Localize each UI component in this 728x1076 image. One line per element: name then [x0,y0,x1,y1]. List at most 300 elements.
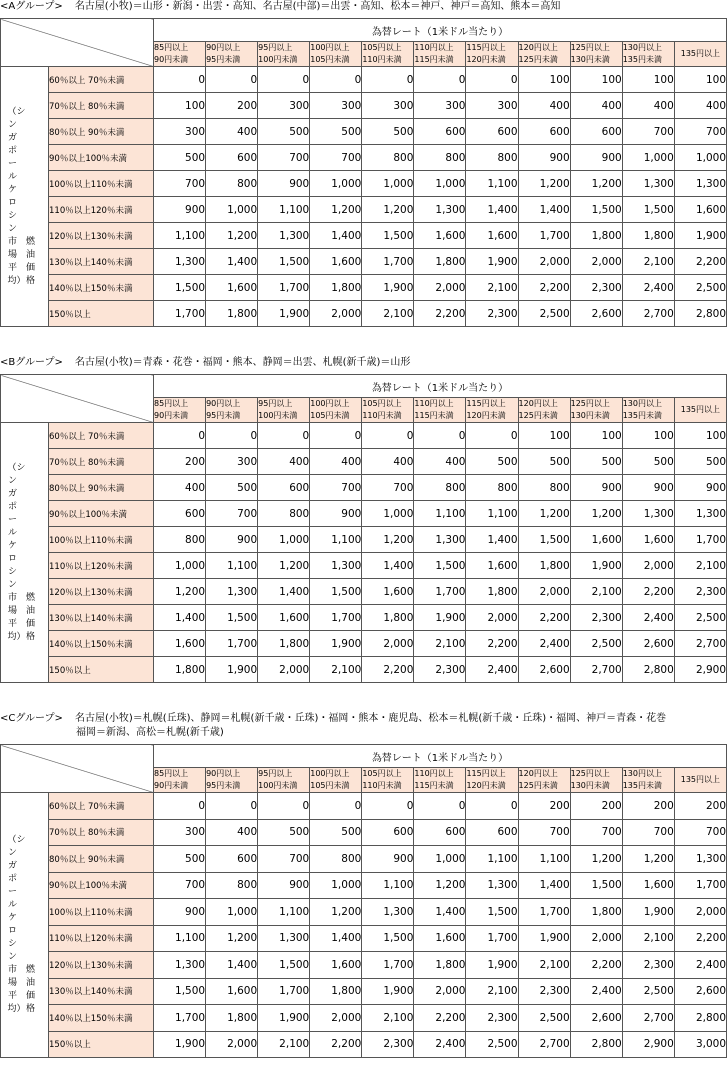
surcharge-cell: 1,200 [362,527,414,553]
rate-range-header [414,398,466,423]
surcharge-cell: 2,700 [518,1031,570,1058]
surcharge-cell: 1,700 [362,249,414,275]
rate-range-line: 105円以上 [362,769,402,778]
surcharge-cell: 900 [674,475,726,501]
surcharge-cell: 1,900 [570,553,622,579]
rate-range-line: 90円未満 [154,55,189,64]
surcharge-cell: 2,000 [570,925,622,952]
rate-title: 為替レート（1米ドル当たり） [154,745,727,768]
surcharge-cell: 300 [154,819,206,846]
surcharge-cell: 1,200 [570,846,622,873]
fuel-range-label: 150％以上 [49,657,154,683]
surcharge-cell: 600 [570,119,622,145]
surcharge-cell: 400 [310,449,362,475]
surcharge-cell: 2,000 [258,657,310,683]
surcharge-cell: 1,600 [466,223,518,249]
kerosene-market-label: （シンガポールケロシン市場平均） [7,462,26,642]
surcharge-cell: 700 [258,145,310,171]
surcharge-cell: 3,000 [674,1031,726,1058]
surcharge-cell: 0 [362,67,414,93]
surcharge-cell: 2,200 [622,579,674,605]
rate-range-line: 115円以上 [466,769,506,778]
surcharge-cell: 100 [518,67,570,93]
surcharge-cell: 200 [518,793,570,820]
group-header: <Cグループ> [0,713,63,724]
fuel-range-label: 100％以上110％未満 [49,899,154,926]
surcharge-cell: 0 [414,793,466,820]
surcharge-cell: 1,200 [622,846,674,873]
surcharge-cell: 2,300 [518,978,570,1005]
rate-range-header [310,42,362,67]
rate-range-line: 100円以上 [310,43,350,52]
surcharge-cell: 2,700 [570,657,622,683]
rate-range-header [518,42,570,67]
surcharge-cell: 2,000 [310,1005,362,1032]
table-row [1,301,727,327]
surcharge-cell: 1,900 [206,657,258,683]
surcharge-cell: 1,700 [518,223,570,249]
surcharge-cell: 900 [206,527,258,553]
surcharge-cell: 1,800 [518,553,570,579]
surcharge-cell: 1,000 [362,171,414,197]
surcharge-cell: 2,200 [518,275,570,301]
rate-range-header [674,398,726,423]
surcharge-cell: 800 [362,145,414,171]
rate-title-row [1,375,727,398]
surcharge-cell: 1,400 [310,223,362,249]
rate-range-line: 90円以上 [206,399,241,408]
surcharge-cell: 1,300 [466,872,518,899]
surcharge-cell: 1,900 [466,249,518,275]
fare-table [0,18,727,327]
rate-range-header [570,42,622,67]
surcharge-cell: 400 [518,93,570,119]
fuel-range-label: 60％以上 70％未満 [49,793,154,820]
rate-range-line: 115円以上 [466,399,506,408]
surcharge-cell: 1,500 [362,223,414,249]
surcharge-cell: 0 [258,793,310,820]
surcharge-cell: 900 [362,846,414,873]
surcharge-cell: 1,900 [518,925,570,952]
rate-range-header [622,398,674,423]
surcharge-cell: 1,300 [674,171,726,197]
surcharge-cell: 0 [466,67,518,93]
surcharge-cell: 2,300 [466,301,518,327]
surcharge-cell: 1,400 [206,952,258,979]
fare-table [0,744,727,1058]
table-row [1,197,727,223]
rate-range-line: 110円以上 [414,399,454,408]
surcharge-cell: 2,100 [310,657,362,683]
table-row [1,145,727,171]
surcharge-cell: 2,500 [622,978,674,1005]
surcharge-cell: 2,300 [622,952,674,979]
surcharge-cell: 2,800 [570,1031,622,1058]
table-row [1,846,727,873]
rate-range-line: 130円以上 [622,43,662,52]
surcharge-cell: 100 [570,67,622,93]
surcharge-cell: 1,900 [674,223,726,249]
rate-range-line: 135円未満 [622,781,662,790]
surcharge-cell: 300 [206,449,258,475]
surcharge-cell: 200 [622,793,674,820]
surcharge-cell: 1,500 [258,249,310,275]
fuel-range-label: 150％以上 [49,1031,154,1058]
rate-range-header [206,398,258,423]
table-row [1,579,727,605]
rate-range-line: 85円以上 [154,399,189,408]
fuel-range-label: 140％以上150％未満 [49,275,154,301]
table-row [1,93,727,119]
fuel-range-label: 130％以上140％未満 [49,605,154,631]
rate-range-line: 115円未満 [414,781,454,790]
surcharge-cell: 800 [310,846,362,873]
surcharge-cell: 600 [206,846,258,873]
surcharge-cell: 1,600 [310,249,362,275]
table-row [1,501,727,527]
group-header: <Bグループ> [0,357,63,368]
surcharge-cell: 1,100 [466,846,518,873]
surcharge-cell: 2,900 [674,657,726,683]
rate-range-line: 115円未満 [414,55,454,64]
surcharge-cell: 1,800 [622,223,674,249]
surcharge-cell: 1,500 [258,952,310,979]
fuel-range-label: 60％以上 70％未満 [49,423,154,449]
surcharge-cell: 1,900 [362,275,414,301]
surcharge-cell: 0 [362,793,414,820]
table-row [1,1005,727,1032]
surcharge-cell: 800 [206,171,258,197]
surcharge-cell: 2,800 [674,1005,726,1032]
surcharge-cell: 1,900 [414,605,466,631]
surcharge-cell: 1,300 [674,501,726,527]
fuel-price-side-label [1,793,49,1058]
surcharge-cell: 600 [414,819,466,846]
surcharge-cell: 2,100 [414,631,466,657]
surcharge-cell: 1,500 [154,978,206,1005]
rate-range-line: 90円未満 [154,411,189,420]
surcharge-cell: 2,000 [674,899,726,926]
surcharge-cell: 2,100 [466,978,518,1005]
surcharge-cell: 1,300 [414,527,466,553]
surcharge-cell: 1,500 [622,197,674,223]
fuel-price-label: 燃油価格 [25,965,35,1014]
rate-range-line: 120円以上 [518,769,558,778]
fuel-range-label: 90％以上100％未満 [49,145,154,171]
surcharge-cell: 2,700 [622,1005,674,1032]
fuel-range-label: 70％以上 80％未満 [49,819,154,846]
rate-range-line: 115円以上 [466,43,506,52]
surcharge-cell: 300 [258,93,310,119]
rate-range-header [414,42,466,67]
surcharge-cell: 600 [466,819,518,846]
fuel-range-label: 90％以上100％未満 [49,501,154,527]
surcharge-cell: 1,300 [674,846,726,873]
fuel-range-label: 120％以上130％未満 [49,223,154,249]
surcharge-cell: 2,500 [518,1005,570,1032]
surcharge-cell: 2,400 [466,657,518,683]
surcharge-cell: 2,000 [414,978,466,1005]
rate-range-line: 95円以上 [258,43,293,52]
rate-range-line: 110円未満 [362,55,402,64]
rate-range-header [310,768,362,793]
surcharge-cell: 1,600 [362,579,414,605]
rate-range-header [622,768,674,793]
surcharge-cell: 1,800 [570,899,622,926]
rate-range-line: 95円未満 [206,55,241,64]
table-row [1,925,727,952]
surcharge-cell: 1,900 [310,631,362,657]
table-row [1,275,727,301]
rate-range-line: 120円以上 [518,43,558,52]
rate-range-line: 100円以上 [310,399,350,408]
surcharge-cell: 1,300 [154,249,206,275]
surcharge-cell: 2,200 [362,657,414,683]
rate-range-header [622,42,674,67]
surcharge-cell: 1,900 [154,1031,206,1058]
surcharge-cell: 1,700 [362,952,414,979]
rate-range-line: 125円以上 [570,769,610,778]
surcharge-cell: 2,200 [518,605,570,631]
surcharge-cell: 2,300 [570,605,622,631]
surcharge-cell: 1,100 [362,872,414,899]
surcharge-cell: 2,100 [362,1005,414,1032]
surcharge-cell: 2,800 [674,301,726,327]
surcharge-cell: 1,000 [414,846,466,873]
surcharge-cell: 1,400 [206,249,258,275]
surcharge-cell: 2,400 [622,275,674,301]
surcharge-cell: 2,200 [674,925,726,952]
surcharge-cell: 1,100 [414,501,466,527]
surcharge-cell: 2,500 [570,631,622,657]
surcharge-cell: 0 [206,423,258,449]
fuel-range-label: 140％以上150％未満 [49,631,154,657]
group-header: <Aグループ> [0,1,63,12]
surcharge-cell: 700 [310,475,362,501]
surcharge-cell: 1,000 [310,872,362,899]
surcharge-cell: 2,600 [570,301,622,327]
surcharge-cell: 1,800 [206,1005,258,1032]
surcharge-cell: 400 [674,93,726,119]
corner-cell [1,19,154,67]
surcharge-cell: 1,200 [570,171,622,197]
surcharge-cell: 1,800 [310,978,362,1005]
rate-range-header [466,768,518,793]
rate-range-line: 95円以上 [258,769,293,778]
fuel-range-label: 140％以上150％未満 [49,1005,154,1032]
surcharge-cell: 100 [622,423,674,449]
surcharge-cell: 0 [362,423,414,449]
fuel-range-label: 70％以上 80％未満 [49,449,154,475]
rate-range-header [258,398,310,423]
surcharge-cell: 2,600 [570,1005,622,1032]
surcharge-cell: 700 [206,501,258,527]
rate-title: 為替レート（1米ドル当たり） [154,19,727,42]
surcharge-cell: 0 [154,67,206,93]
surcharge-cell: 800 [466,145,518,171]
rate-range-line: 120円以上 [518,399,558,408]
surcharge-cell: 500 [518,449,570,475]
rate-range-header [206,768,258,793]
surcharge-cell: 2,100 [518,952,570,979]
surcharge-cell: 0 [414,423,466,449]
rate-range-line: 100円未満 [258,781,298,790]
surcharge-cell: 200 [570,793,622,820]
surcharge-cell: 2,200 [674,249,726,275]
surcharge-cell: 1,500 [154,275,206,301]
surcharge-cell: 1,000 [258,527,310,553]
surcharge-cell: 400 [414,449,466,475]
surcharge-cell: 1,400 [518,197,570,223]
rate-range-header [466,398,518,423]
surcharge-cell: 1,800 [154,657,206,683]
rate-range-header [414,768,466,793]
fuel-range-label: 110％以上120％未満 [49,925,154,952]
surcharge-cell: 900 [258,872,310,899]
surcharge-cell: 600 [518,119,570,145]
surcharge-cell: 2,000 [206,1031,258,1058]
fuel-range-label: 120％以上130％未満 [49,579,154,605]
surcharge-cell: 900 [570,475,622,501]
surcharge-cell: 800 [414,475,466,501]
rate-range-line: 110円未満 [362,411,402,420]
surcharge-cell: 1,500 [466,899,518,926]
table-row [1,793,727,820]
surcharge-cell: 1,900 [362,978,414,1005]
surcharge-cell: 200 [206,93,258,119]
surcharge-cell: 0 [466,423,518,449]
surcharge-cell: 2,200 [414,301,466,327]
surcharge-cell: 1,600 [466,553,518,579]
surcharge-cell: 1,200 [570,501,622,527]
surcharge-cell: 700 [362,475,414,501]
surcharge-cell: 1,600 [622,872,674,899]
surcharge-cell: 1,100 [154,925,206,952]
surcharge-cell: 1,000 [622,145,674,171]
surcharge-cell: 500 [466,449,518,475]
surcharge-cell: 100 [154,93,206,119]
surcharge-cell: 500 [258,119,310,145]
rate-range-line: 85円以上 [154,769,189,778]
surcharge-cell: 1,400 [518,872,570,899]
surcharge-cell: 2,700 [674,631,726,657]
rate-range-line: 120円未満 [466,781,506,790]
surcharge-cell: 900 [310,501,362,527]
surcharge-cell: 1,600 [206,978,258,1005]
surcharge-cell: 700 [154,171,206,197]
rate-range-line: 100円以上 [310,769,350,778]
surcharge-cell: 1,800 [362,605,414,631]
table-row [1,819,727,846]
surcharge-cell: 1,500 [414,553,466,579]
table-row [1,423,727,449]
surcharge-cell: 1,500 [310,579,362,605]
surcharge-cell: 800 [154,527,206,553]
table-row [1,67,727,93]
rate-range-line: 110円未満 [362,781,402,790]
surcharge-cell: 600 [362,819,414,846]
fuel-range-label: 120％以上130％未満 [49,952,154,979]
fuel-range-label: 90％以上100％未満 [49,872,154,899]
surcharge-cell: 2,500 [518,301,570,327]
kerosene-market-label: （シンガポールケロシン市場平均） [7,835,26,1014]
surcharge-cell: 1,900 [258,301,310,327]
surcharge-cell: 300 [414,93,466,119]
rate-title-row [1,745,727,768]
surcharge-cell: 2,100 [622,249,674,275]
surcharge-cell: 700 [518,819,570,846]
fuel-price-side-label [1,67,49,327]
surcharge-cell: 2,100 [674,553,726,579]
surcharge-cell: 1,200 [206,925,258,952]
surcharge-cell: 900 [622,475,674,501]
surcharge-cell: 700 [622,819,674,846]
surcharge-cell: 1,400 [414,899,466,926]
surcharge-cell: 1,000 [362,501,414,527]
table-row [1,657,727,683]
surcharge-cell: 0 [206,67,258,93]
group-c-title [0,712,728,726]
rate-range-line: 115円未満 [414,411,454,420]
fuel-range-label: 80％以上 90％未満 [49,475,154,501]
surcharge-cell: 100 [674,423,726,449]
surcharge-cell: 1,900 [258,1005,310,1032]
surcharge-cell: 800 [518,475,570,501]
table-row [1,952,727,979]
surcharge-cell: 1,100 [258,197,310,223]
surcharge-cell: 1,700 [310,605,362,631]
surcharge-cell: 1,500 [570,197,622,223]
table-row [1,899,727,926]
surcharge-cell: 2,100 [362,301,414,327]
rate-range-line: 120円未満 [466,411,506,420]
surcharge-cell: 2,500 [466,1031,518,1058]
surcharge-cell: 1,800 [310,275,362,301]
surcharge-cell: 2,000 [518,579,570,605]
surcharge-cell: 1,100 [518,846,570,873]
surcharge-cell: 800 [206,872,258,899]
surcharge-cell: 400 [362,449,414,475]
fuel-range-label: 100％以上110％未満 [49,527,154,553]
rate-range-line: 130円以上 [622,399,662,408]
surcharge-cell: 1,400 [310,925,362,952]
table-row [1,631,727,657]
surcharge-cell: 1,300 [362,899,414,926]
table-row [1,223,727,249]
surcharge-cell: 1,300 [154,952,206,979]
rate-range-line: 105円未満 [310,411,350,420]
surcharge-cell: 200 [674,793,726,820]
surcharge-cell: 0 [310,423,362,449]
surcharge-cell: 400 [206,119,258,145]
surcharge-cell: 1,800 [414,249,466,275]
surcharge-cell: 1,300 [206,579,258,605]
surcharge-cell: 600 [206,145,258,171]
surcharge-cell: 2,200 [466,631,518,657]
table-row [1,527,727,553]
rate-range-line: 95円以上 [258,399,293,408]
surcharge-cell: 1,500 [570,872,622,899]
rate-range-line: 95円未満 [206,781,241,790]
surcharge-cell: 1,900 [466,952,518,979]
surcharge-cell: 2,300 [466,1005,518,1032]
surcharge-cell: 0 [258,423,310,449]
surcharge-cell: 2,900 [622,1031,674,1058]
surcharge-cell: 100 [570,423,622,449]
surcharge-cell: 1,200 [518,501,570,527]
fuel-range-label: 100％以上110％未満 [49,171,154,197]
table-row [1,249,727,275]
